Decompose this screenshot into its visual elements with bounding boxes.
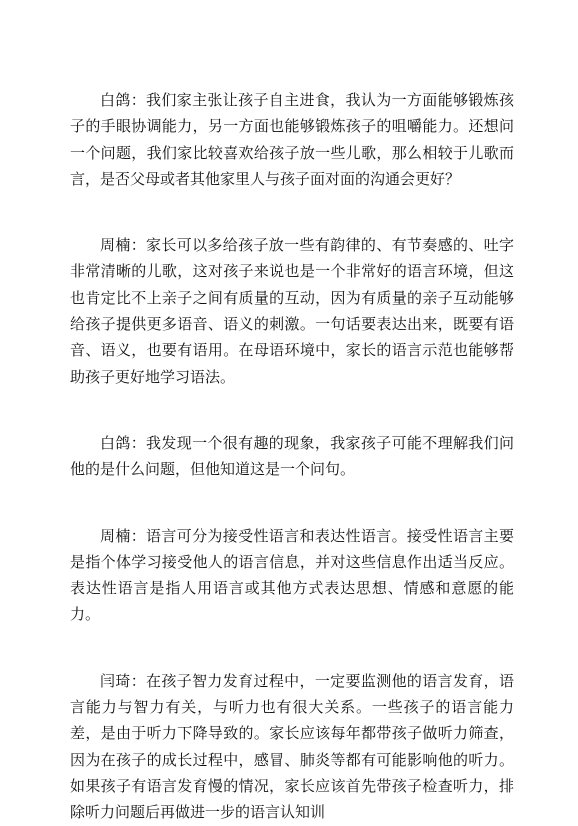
paragraph-2: 周楠：家长可以多给孩子放一些有韵律的、有节奏感的、吐字非常清晰的儿歌，这对孩子来说也是一个非常好的语言环境，但这也肯定比不上亲子之间有质量的互动，因为有质量的亲子互动能够给孩子提供更多语音、语义的刺激。一句话要表达出来，既要有语音、语义，也要有语用。在母语环境中，家长的语言示范也能够帮助孩子更好地学习语法。 [70, 236, 514, 386]
paragraph-5: 闫琦：在孩子智力发育过程中，一定要监测他的语言发育，语言能力与智力有关，与听力也有很大关系。一些孩子的语言能力差，是由于听力下降导致的。家长应该每年都带孩子做听力筛查，因为在孩子的成长过程中，感冒、肺炎等都有可能影响他的听力。如果孩子有语言发育慢的情况，家长应该首先带孩子检查听力，排除听力问题后再做进一步的语言认知训 [70, 671, 514, 822]
paragraph-4: 周楠：语言可分为接受性语言和表达性语言。接受性语言主要是指个体学习接受他人的语言信息，并对这些信息作出适当反应。表达性语言是指人用语言或其他方式表达思想、情感和意愿的能力。 [70, 526, 514, 624]
paragraph-3: 白鸽：我发现一个很有趣的现象，我家孩子可能不理解我们问他的是什么问题，但他知道这是一个问句。 [70, 433, 514, 479]
paragraph-1: 白鸽：我们家主张让孩子自主进食，我认为一方面能够锻炼孩子的手眼协调能力，另一方面也能够锻炼孩子的咀嚼能力。还想问一个问题，我们家比较喜欢给孩子放一些儿歌，那么相较于儿歌而言，是否父母或者其他家里人与孩子面对面的沟通会更好？ [70, 91, 514, 188]
